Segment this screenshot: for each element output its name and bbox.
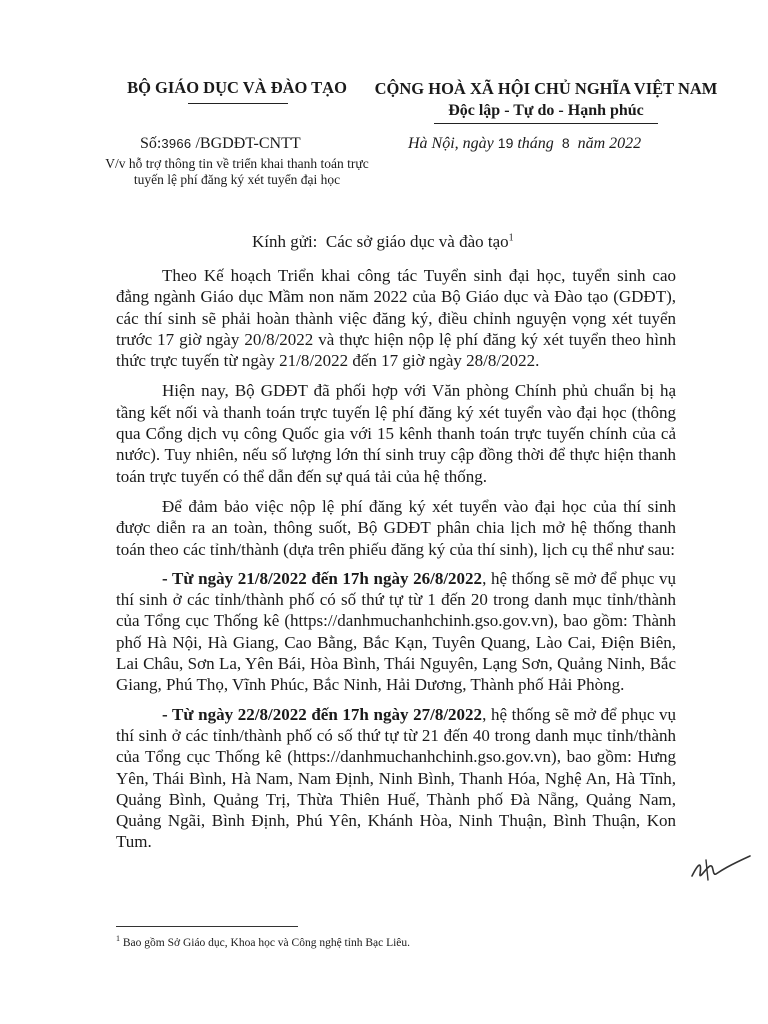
recipient-line — [252, 232, 514, 252]
document-subject: V/v hỗ trợ thông tin về triển khai thanh toán trực tuyến lệ phí đăng ký xét tuyển đại học — [105, 156, 369, 187]
schedule-1-dates: - Từ ngày 21/8/2022 đến 17h ngày 26/8/2022 — [162, 568, 483, 588]
number-prefix: Số: — [140, 135, 162, 152]
footnote-text: Bao gồm Sở Giáo dục, Khoa học và Công nghệ tỉnh Bạc Liêu. — [122, 936, 411, 949]
ministry-name: BỘ GIÁO DỤC VÀ ĐÀO TẠO — [127, 78, 347, 97]
paragraph-5 — [116, 704, 676, 853]
ministry-underline — [188, 103, 288, 104]
place-and-date — [408, 135, 641, 153]
footnote-mark: 1 — [116, 934, 120, 943]
letter-body — [116, 265, 676, 862]
date-month: 8 — [561, 135, 570, 151]
footnote-reference: 1 — [508, 232, 514, 244]
date-day: 19 — [497, 135, 514, 151]
handwritten-number: 3966 — [161, 136, 192, 151]
document-number — [140, 135, 301, 153]
handwritten-initials — [688, 846, 752, 886]
footnote — [116, 934, 410, 949]
national-motto: Độc lập - Tự do - Hạnh phúc — [448, 102, 644, 119]
date-year: năm 2022 — [577, 135, 642, 152]
paragraph-1: Theo Kế hoạch Triển khai công tác Tuyển sinh đại học, tuyển sinh cao đẳng ngành Giáo dục Mầm non năm 2022 của Bộ Giáo dục và Đào tạo (GDĐT), các thí sinh sẽ phải hoàn thành việc đăng ký, điều chỉnh nguyện vọng xét tuyển trước 17 giờ ngày 20/8/2022 và thực hiện nộp lệ phí đăng ký xét tuyển theo hình thức trực tuyến từ ngày 21/8/2022 đến 17 giờ ngày 28/8/2022. — [116, 266, 676, 371]
date-prefix: Hà Nội, ngày — [408, 135, 494, 152]
republic-name: CỘNG HOÀ XÃ HỘI CHỦ NGHĨA VIỆT NAM — [374, 79, 718, 98]
footnote-rule — [116, 926, 298, 927]
recipient-name: Các sở giáo dục và đào tạo — [325, 232, 509, 251]
schedule-2-text: , hệ thống sẽ mở để phục vụ thí sinh ở các tỉnh/thành phố có số thứ tự từ 21 đến 40 trong danh mục tỉnh/thành của Tổng cục Thống kê (https://danhmuchanhchinh.gso.gov.vn), bao gồm: Hưng Yên, Thái Bình, Hà Nam, Nam Định, Ninh Bình, Thanh Hóa, Nghệ An, Hà Tĩnh, Quảng Bình, Quảng Trị, Thừa Thiên Huế, Thành phố Đà Nẵng, Quảng Nam, Quảng Ngãi, Bình Định, Phú Yên, Khánh Hòa, Ninh Thuận, Bình Thuận, Kon Tum. — [116, 704, 676, 852]
paragraph-4 — [116, 568, 676, 696]
recipient-label: Kính gửi: — [252, 232, 318, 251]
schedule-1-text: , hệ thống sẽ mở để phục vụ thí sinh ở các tỉnh/thành phố có số thứ tự từ 1 đến 20 trong danh mục tỉnh/thành của Tổng cục Thống kê (https://danhmuchanhchinh.gso.gov.vn), bao gồm: Thành phố Hà Nội, Hà Giang, Cao Bằng, Bắc Kạn, Tuyên Quang, Lào Cai, Điện Biên, Lai Châu, Sơn La, Yên Bái, Hòa Bình, Thái Nguyên, Lạng Sơn, Quảng Ninh, Bắc Giang, Phú Thọ, Vĩnh Phúc, Bắc Ninh, Hải Dương, Thành phố Hải Phòng. — [116, 568, 676, 695]
schedule-2-dates: - Từ ngày 22/8/2022 đến 17h ngày 27/8/2022 — [162, 704, 483, 724]
motto-underline — [434, 123, 658, 124]
paragraph-2: Hiện nay, Bộ GDĐT đã phối hợp với Văn phòng Chính phủ chuẩn bị hạ tầng kết nối và thanh toán trực tuyến lệ phí đăng ký xét tuyển vào đại học (thông qua Cổng dịch vụ công Quốc gia với 15 kênh thanh toán trực tuyến chính của cả nước). Tuy nhiên, nếu số lượng lớn thí sinh truy cập đồng thời để thực hiện thanh toán trực tuyến có thể dẫn đến sự quá tải của hệ thống. — [116, 381, 676, 486]
paragraph-3: Để đảm bảo việc nộp lệ phí đăng ký xét tuyển vào đại học của thí sinh được diễn ra an toàn, thông suốt, Bộ GDĐT phân chia lịch mở hệ thống thanh toán theo các tỉnh/thành (dựa trên phiếu đăng ký của thí sinh), lịch cụ thể như sau: — [116, 496, 676, 559]
national-header — [368, 78, 724, 122]
date-month-label: tháng — [517, 135, 554, 152]
number-code: /BGDĐT-CNTT — [195, 135, 301, 152]
